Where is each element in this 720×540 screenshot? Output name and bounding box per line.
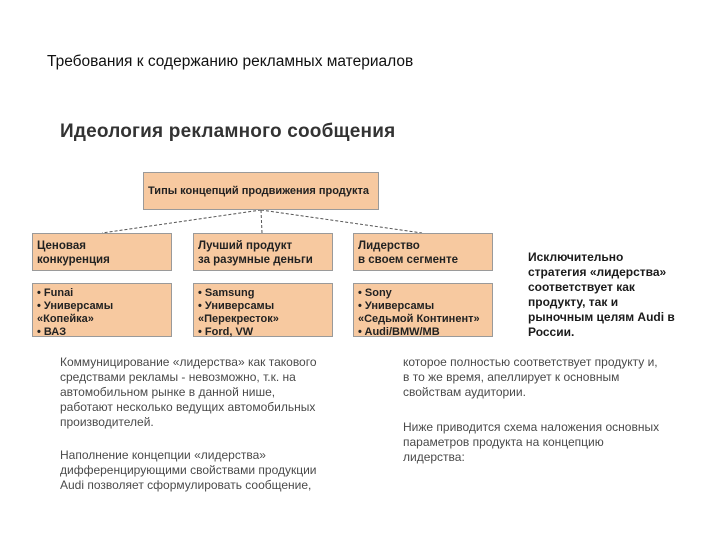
leadership-strategy-note: Исключительно стратегия «лидерства» соответствует как продукту, так и рыночным целям Audi в России. [528, 250, 675, 339]
example-item: • Универсамы [37, 300, 114, 312]
example-item: • Универсамы [198, 300, 275, 312]
examples-price-competition [32, 283, 172, 337]
category-segment-leadership: Лидерство в своем сегменте [353, 233, 493, 271]
example-item: • Samsung [198, 287, 255, 299]
example-item: • Sony [358, 287, 392, 299]
right-paragraph-2: Ниже приводится схема наложения основных параметров продукта на концепцию лидерства: [403, 420, 660, 464]
category-best-value: Лучший продукт за разумные деньги [193, 233, 333, 271]
example-item: «Копейка» [37, 313, 94, 325]
diagram-title: Идеология рекламного сообщения [60, 121, 396, 142]
connector-line-right [261, 210, 422, 233]
slide-title: Требования к содержанию рекламных материалов [47, 53, 414, 70]
right-paragraph-1: которое полностью соответствует продукту и, в то же время, апеллирует к основным свойствам аудитории. [403, 355, 658, 399]
examples-best-value [193, 283, 333, 337]
example-item: • Универсамы [358, 300, 435, 312]
example-item: «Перекресток» [198, 313, 279, 325]
examples-segment-leadership [353, 283, 493, 337]
example-item: • Funai [37, 287, 74, 299]
left-paragraph-2: Наполнение концепции «лидерства» дифференцирующими свойствами продукции Audi позволяет сформулировать сообщение, [60, 448, 317, 492]
example-item: • ВАЗ [37, 326, 67, 338]
connector-line-left [102, 210, 261, 233]
category-price-competition: Ценовая конкуренция [32, 233, 172, 271]
example-item: «Седьмой Континент» [358, 313, 480, 325]
example-item: • Audi/BMW/MB [358, 326, 440, 338]
left-paragraph-1: Коммуницирование «лидерства» как такового средствами рекламы - невозможно, т.к. на автомобильном рынке в данной нише, работают несколько ведущих автомобильных производителей. [60, 355, 317, 429]
concept-types-box: Типы концепций продвижения продукта [143, 172, 379, 210]
connector-line-middle [261, 210, 262, 233]
example-item: • Ford, VW [198, 326, 254, 338]
